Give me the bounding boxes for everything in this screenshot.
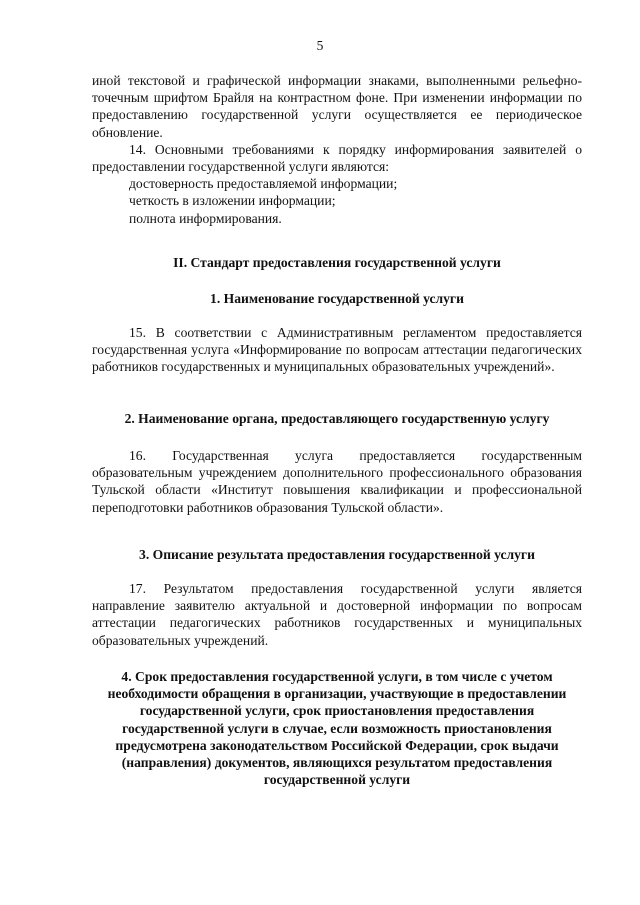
paragraph-15-block — [92, 324, 582, 376]
paragraph-13-continuation: иной текстовой и графической информации знаками, выполненными рельефно-точечным шрифтом Брайля на контрастном фоне. При изменении информации по предоставлению государственной услуги осуществляется ее периодическое обновление. — [92, 73, 582, 140]
subsection-heading: 1. Наименование государственной услуги — [210, 291, 464, 306]
section-2-block — [92, 254, 582, 271]
paragraph-14-intro: 14. Основными требованиями к порядку информирования заявителей о предоставлении государственной услуги являются: — [92, 141, 582, 175]
paragraph-16-block — [92, 447, 582, 516]
list-item: достоверность предоставляемой информации; — [129, 176, 398, 192]
paragraph-17-block — [92, 580, 582, 649]
page-number: 5 — [316, 38, 324, 53]
subsection-heading: 3. Описание результата предоставления государственной услуги — [139, 547, 535, 562]
subsection-heading: 2. Наименование органа, предоставляющего государственную услугу — [124, 411, 550, 426]
list-item: полнота информирования. — [129, 210, 282, 226]
document-body — [92, 72, 582, 227]
list-item: четкость в изложении информации; — [129, 193, 336, 209]
subsection-2-block — [92, 410, 582, 427]
subsection-4-block — [96, 668, 578, 788]
subsection-1-block — [92, 290, 582, 307]
subsection-3-block — [92, 546, 582, 563]
subsection-heading: 4. Срок предоставления государственной услуги, в том числе с учетом необходимости обращения в организации, участвующие в предоставлении государственной услуги, срок приостановления предоставления государственной услуги в случае, если возможность приостановления предусмотрена законодательством Российской Федерации, срок выдачи (направления) документов, являющихся результатом предоставления государственной услуги — [107, 669, 567, 788]
paragraph-17: 17. Результатом предоставления государственной услуги является направление заявителю актуальной и достоверной информации по вопросам аттестации педагогических работников государственных и муниципальных образовательных учреждений. — [92, 581, 582, 648]
section-heading: II. Стандарт предоставления государственной услуги — [173, 255, 501, 270]
paragraph-16: 16. Государственная услуга предоставляется государственным образовательным учреждением дополнительного профессионального образования Тульской области «Институт повышения квалификации и профессиональной переподготовки работников образования Тульской области». — [92, 448, 582, 515]
paragraph-15: 15. В соответствии с Административным регламентом предоставляется государственная услуга «Информирование по вопросам аттестации педагогических работников государственных и муниципальных образовательных учреждений». — [92, 325, 582, 375]
